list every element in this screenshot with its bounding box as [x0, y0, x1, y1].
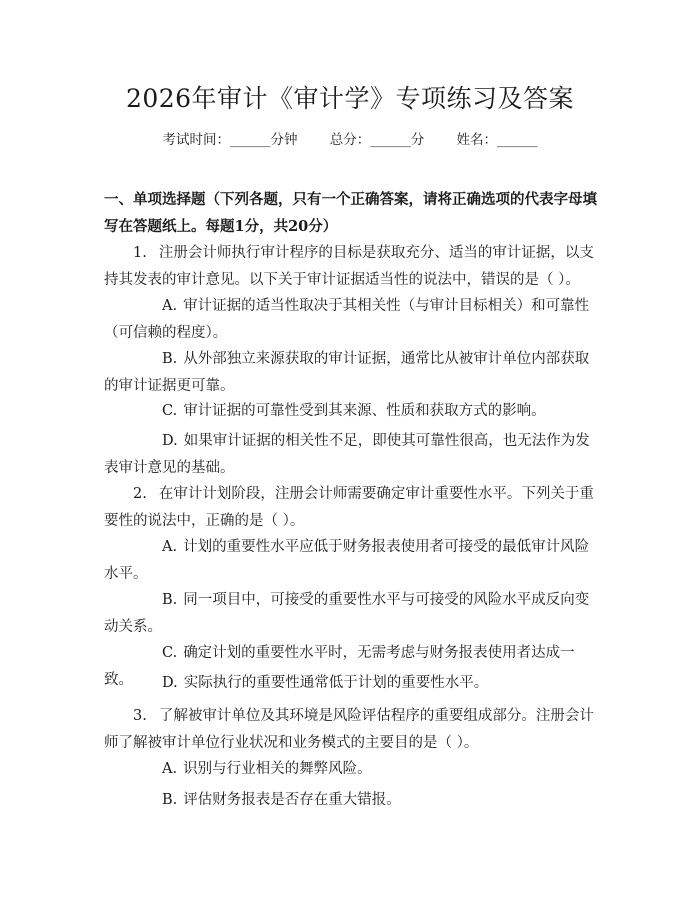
- question-2-option-a: [104, 534, 600, 588]
- total-score-field: [330, 132, 425, 148]
- option-text: 确定计划的重要性水平时，无需考虑与财务报表使用者达成一致。: [104, 645, 575, 688]
- name-blank: ______: [497, 132, 538, 148]
- question-3: [104, 703, 600, 757]
- option-text: 评估财务报表是否存在重大错报。: [183, 792, 401, 808]
- option-text: 识别与行业相关的舞弊风险。: [183, 761, 372, 777]
- question-1-option-b: [104, 346, 600, 400]
- question-1-option-a: [104, 293, 600, 347]
- question-stem: 在审计计划阶段，注册会计师需要确定审计重要性水平。下列关于重要性的说法中，正确的是（ ）。: [104, 486, 594, 529]
- option-text: 计划的重要性水平应低于财务报表使用者可接受的最低审计风险水平。: [104, 539, 590, 582]
- option-letter: B.: [162, 792, 178, 808]
- question-stem: 了解被审计单位及其环境是风险评估程序的重要组成部分。注册会计师了解被审计单位行业状况和业务模式的主要目的是（ ）。: [104, 708, 594, 751]
- question-3-option-b: [104, 787, 600, 814]
- option-letter: A.: [162, 298, 178, 314]
- question-stem: 注册会计师执行审计程序的目标是获取充分、适当的审计证据，以支持其发表的审计意见。以下关于审计证据适当性的说法中，错误的是（ ）。: [104, 245, 594, 288]
- section-heading: 一、单项选择题（下列各题，只有一个正确答案，请将正确选项的代表字母填写在答题纸上。每题1分，共20分）: [104, 191, 597, 235]
- option-letter: B.: [162, 351, 178, 367]
- total-score-label: 总分：: [329, 132, 371, 148]
- option-letter: A.: [162, 761, 178, 777]
- exam-time-label: 考试时间：: [162, 132, 230, 148]
- name-label: 姓名：: [456, 132, 498, 148]
- question-2: [104, 481, 600, 535]
- option-text: 审计证据的可靠性受到其来源、性质和获取方式的影响。: [183, 403, 546, 419]
- name-field: [457, 132, 538, 148]
- option-text: 实际执行的重要性通常低于计划的重要性水平。: [183, 675, 489, 691]
- exam-time-blank: ______: [229, 132, 271, 148]
- question-2-option-d: [104, 670, 600, 697]
- question-number: 3.: [133, 708, 147, 724]
- question-number: 2.: [133, 486, 147, 502]
- question-number: 1.: [133, 245, 147, 261]
- exam-time-unit: 分钟: [270, 132, 298, 148]
- option-text: 从外部独立来源获取的审计证据，通常比从被审计单位内部获取的审计证据更可靠。: [104, 351, 590, 394]
- option-text: 审计证据的适当性取决于其相关性（与审计目标相关）和可靠性（可信赖的程度）。: [104, 298, 590, 341]
- exam-time-field: [162, 132, 297, 148]
- question-1: [104, 240, 600, 294]
- option-letter: A.: [162, 539, 178, 555]
- option-text: 如果审计证据的相关性不足，即使其可靠性很高，也无法作为发表审计意见的基础。: [104, 433, 590, 476]
- option-text: 同一项目中，可接受的重要性水平与可接受的风险水平成反向变动关系。: [104, 592, 590, 635]
- option-letter: C.: [162, 403, 178, 419]
- exam-info-line: [0, 130, 700, 150]
- total-score-unit: 分: [410, 132, 425, 148]
- option-letter: C.: [162, 645, 178, 661]
- option-letter: B.: [162, 592, 178, 608]
- option-letter: D.: [162, 675, 178, 691]
- question-1-option-c: [104, 398, 600, 425]
- document-title: 2026年审计《审计学》专项练习及答案: [125, 84, 575, 113]
- total-score-blank: ______: [370, 132, 411, 148]
- question-3-option-a: [104, 756, 600, 783]
- question-1-option-d: [104, 428, 600, 482]
- question-2-option-b: [104, 587, 600, 641]
- option-letter: D.: [162, 433, 178, 449]
